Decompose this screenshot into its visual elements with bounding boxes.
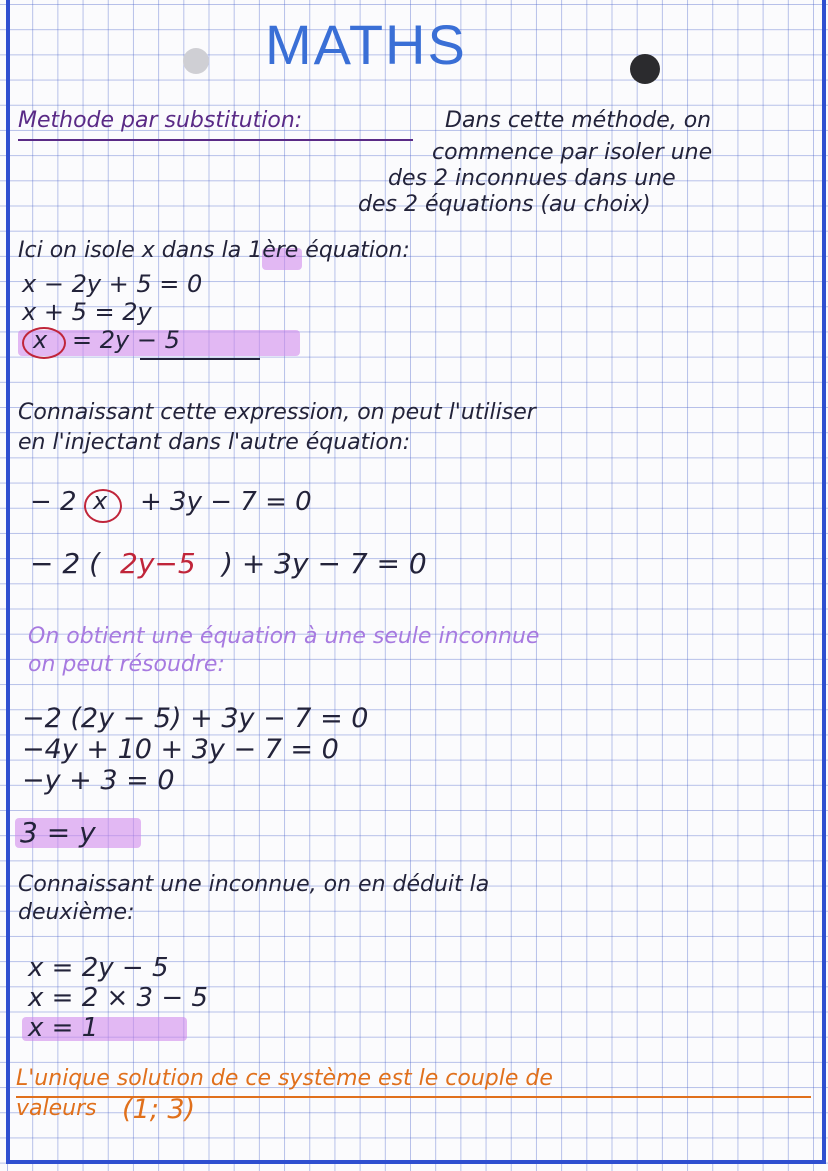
deduce-eq-1: x = 2y − 5 [28, 953, 169, 983]
solve-eq-2: −4y + 10 + 3y − 7 = 0 [22, 734, 339, 765]
inject-eq-2-pre: − 2 ( [30, 547, 100, 580]
method-label: Methode par substitution: [18, 108, 303, 133]
isolate-underline [140, 358, 260, 360]
method-desc-1: Dans cette méthode, on [445, 108, 712, 133]
solve-result: 3 = y [20, 816, 96, 849]
method-desc-2: commence par isoler une [432, 140, 713, 165]
conclusion-pair: (1; 3) [122, 1094, 196, 1125]
inject-eq-1-pre: − 2 [30, 487, 77, 517]
deduce-line-1: Connaissant une inconnue, on en déduit la [18, 872, 490, 897]
isolate-eq-2: x + 5 = 2y [22, 298, 152, 326]
isolate-eq-1: x − 2y + 5 = 0 [22, 270, 203, 298]
deduce-line-2: deuxième: [18, 900, 135, 925]
page-title: MATHS [265, 13, 467, 76]
inject-line-1: Connaissant cette expression, on peut l'utiliser [18, 400, 536, 425]
conclusion-line-2: valeurs [16, 1096, 97, 1121]
inject-eq-2-sub: 2y−5 [120, 547, 196, 580]
method-desc-3: des 2 inconnues dans une [388, 166, 676, 191]
punch-hole-right [630, 54, 660, 84]
isolate-eq-3-rest: = 2y − 5 [72, 326, 180, 354]
solve-line-1: On obtient une équation à une seule inconnue [28, 624, 540, 649]
conclusion-line-1: L'unique solution de ce système est le couple de [16, 1066, 553, 1091]
inject-eq-1-var: x [93, 487, 108, 515]
inject-eq-1-post: + 3y − 7 = 0 [140, 487, 312, 517]
method-underline [18, 139, 413, 141]
inject-eq-2-post: ) + 3y − 7 = 0 [222, 547, 427, 580]
punch-hole-left [183, 48, 209, 74]
deduce-eq-2: x = 2 × 3 − 5 [28, 983, 208, 1013]
solve-eq-1: −2 (2y − 5) + 3y − 7 = 0 [22, 703, 369, 734]
isolate-eq-3-var: x [33, 326, 48, 354]
solve-eq-3: −y + 3 = 0 [22, 765, 175, 796]
inject-line-2: en l'injectant dans l'autre équation: [18, 430, 411, 455]
deduce-eq-3: x = 1 [28, 1013, 99, 1043]
solve-line-2: on peut résoudre: [28, 652, 225, 677]
method-desc-4: des 2 équations (au choix) [358, 192, 651, 217]
isolate-intro: Ici on isole x dans la 1ère équation: [18, 238, 410, 263]
